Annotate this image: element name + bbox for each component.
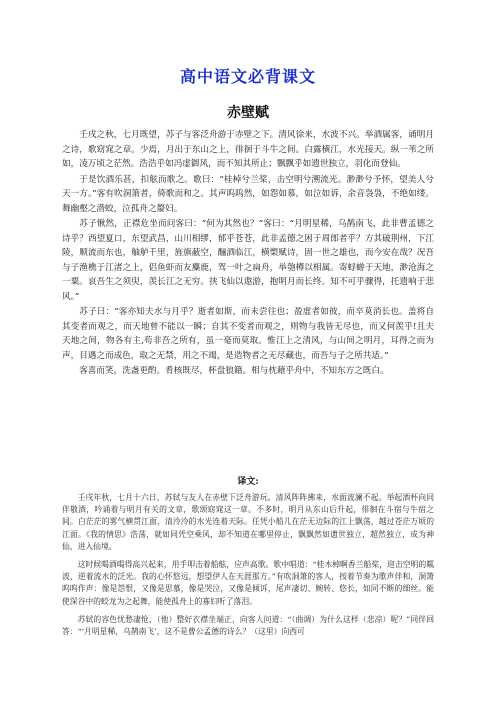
translation-heading: 译文:	[237, 477, 259, 487]
poem-paragraph: 壬戌之秋，七月既望，苏子与客泛舟游于赤壁之下。清风徐来，水波不兴。举酒属客，诵明月之诗，歌窈窕之章。少焉，月出于东山之上，徘徊于斗牛之间。白露横江，水光接天。纵一苇之所如，凌万顷之茫然。浩浩乎如冯虚御风，而不知其所止；飘飘乎如遗世独立，羽化而登仙。	[62, 130, 434, 169]
document-title: 高中语文必背课文	[179, 67, 316, 86]
poem-paragraph: 客喜而笑，洗盏更酌。肴核既尽，杯盘狼籍。相与枕藉乎舟中，不知东方之既白。	[79, 366, 389, 376]
translation-paragraph: 壬戌年秋，七月十六日，苏轼与友人在赤壁下泛舟游玩。清风阵阵拂来，水面波澜不起。举起酒杯向同伴敬酒，吟诵着与明月有关的文章，歌颂窈窕这一章。不多时，明月从东山后升起，徘徊在斗宿与牛宿之间。白茫茫的雾气横贯江面，清泠泠的水光连着天际。任凭小船儿在茫无边际的江上飘荡，越过苍茫万顷的江面。《我的情思》浩荡，就如同凭空乘风，却不知道在哪里停止，飘飘然如遗世独立，超然独立，成为神仙，进入仙境。	[62, 493, 434, 551]
poem-body	[62, 128, 434, 380]
translation-paragraph: 苏轼的容色忧愁凄怆，（他）整好衣襟坐端正，向客人问道：“（曲调）为什么这样（悲凉）呢？”同伴回答：“‘月明星稀，乌鹊南飞’，这不是曹公孟德的诗么？（这里）向西可	[62, 614, 434, 637]
translation-paragraph: 这时候喝酒喝得高兴起来，用手叩击着船舷，应声高歌。歌中唱道：“桂木棹啊香兰船桨，迎击空明的粼波，逆着流水的泛光。我的心怀悠远，想望伊人在天涯那方。”有吹洞箫的客人，按着节奏为歌声伴和，洞箫呜呜作声：像是怨恨，又像是思慕，像是哭泣，又像是倾诉，尾声凄切、婉转、悠长，如同不断的细丝。能使深谷中的蛟龙为之起舞，能使孤舟上的寡妇听了落泪。	[62, 560, 434, 606]
translation-body	[62, 492, 434, 644]
poem-paragraph: 苏子曰：“客亦知夫水与月乎？逝者如斯，而未尝往也；盈虚者如彼，而卒莫消长也。盖将自其变者而观之，而天地曾不能以一瞬；自其不变者而观之，则物与我皆无尽也，而又何羡乎!且夫天地之间，物各有主,苟非吾之所有，虽一毫而莫取。惟江上之清风，与山间之明月，耳得之而为声，目遇之而成色，取之无禁，用之不竭，是造物者之无尽藏也，而吾与子之所共适。”	[62, 307, 434, 361]
poem-paragraph: 于是饮酒乐甚，扣舷而歌之。歌曰：“桂棹兮兰桨，击空明兮溯流光。渺渺兮予怀，望美人兮天一方。”客有吹洞箫者，倚歌而和之。其声呜呜然，如怨如慕，如泣如诉，余音袅袅，不绝如缕。舞幽壑之潜蛟，泣孤舟之嫠妇。	[62, 174, 434, 214]
poem-paragraph: 苏子愀然，正襟危坐而问客曰：“何为其然也？”客曰：“月明星稀，乌鹊南飞，此非曹孟德之诗乎？西望夏口，东望武昌，山川相缪，郁乎苍苍，此非孟德之困于周郎者乎？方其破荆州，下江陵，顺流而东也，舳舻千里，旌旗蔽空，酾酒临江，横槊赋诗，固一世之雄也，而今安在哉？况吾与子渔樵于江渚之上，侣鱼虾而友麋鹿，驾一叶之扁舟，举匏樽以相属。寄蜉蝣于天地，渺沧海之一粟。哀吾生之须臾，羡长江之无穷。挟飞仙以遨游，抱明月而长终。知不可乎骤得，托遗响于悲风。”	[62, 219, 434, 302]
poem-title: 赤壁赋	[227, 105, 269, 121]
